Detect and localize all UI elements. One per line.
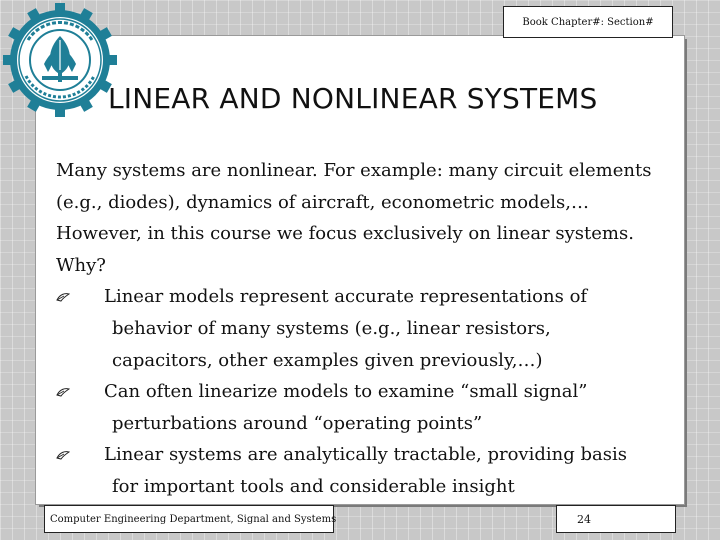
ornamental-leaf-icon: [56, 292, 70, 302]
focus-line: However, in this course we focus exclusively on linear systems.: [56, 223, 634, 245]
footer-page-number: [556, 505, 676, 533]
slide-title: LINEAR AND NONLINEAR SYSTEMS: [108, 82, 598, 115]
footer-department: [44, 505, 337, 533]
bullet-item-1: [56, 281, 676, 376]
intro-line-2: (e.g., diodes), dynamics of aircraft, econometric models,…: [56, 191, 589, 213]
footer-department-label: Computer Engineering Department, Signal and Systems: [50, 513, 337, 525]
why-line: Why?: [56, 254, 106, 276]
bullet-1-line-2: behavior of many systems (e.g., linear resistors,: [112, 317, 551, 339]
bullet-2-line-2: perturbations around “operating points”: [112, 412, 483, 434]
bullet-3-line-1: Linear systems are analytically tractable, providing basis: [104, 444, 627, 466]
university-logo: [2, 2, 118, 118]
ornamental-leaf-icon: [56, 450, 70, 460]
ornamental-leaf-icon: [56, 387, 70, 397]
bullet-1-line-1: Linear models represent accurate representations of: [104, 286, 588, 308]
bullet-3-line-2: for important tools and considerable insight: [112, 475, 515, 497]
chapter-header: [503, 6, 673, 38]
slide-body: [56, 155, 676, 503]
chapter-label: Book Chapter#: Section#: [522, 16, 654, 28]
bullet-1-line-3: capacitors, other examples given previously,…): [112, 349, 543, 371]
bullet-item-2: [56, 376, 676, 439]
bullet-item-3: [56, 439, 676, 502]
bullet-2-line-1: Can often linearize models to examine “small signal”: [104, 381, 588, 403]
intro-line-1: Many systems are nonlinear. For example: many circuit elements: [56, 160, 652, 181]
page-number: 24: [577, 512, 591, 526]
